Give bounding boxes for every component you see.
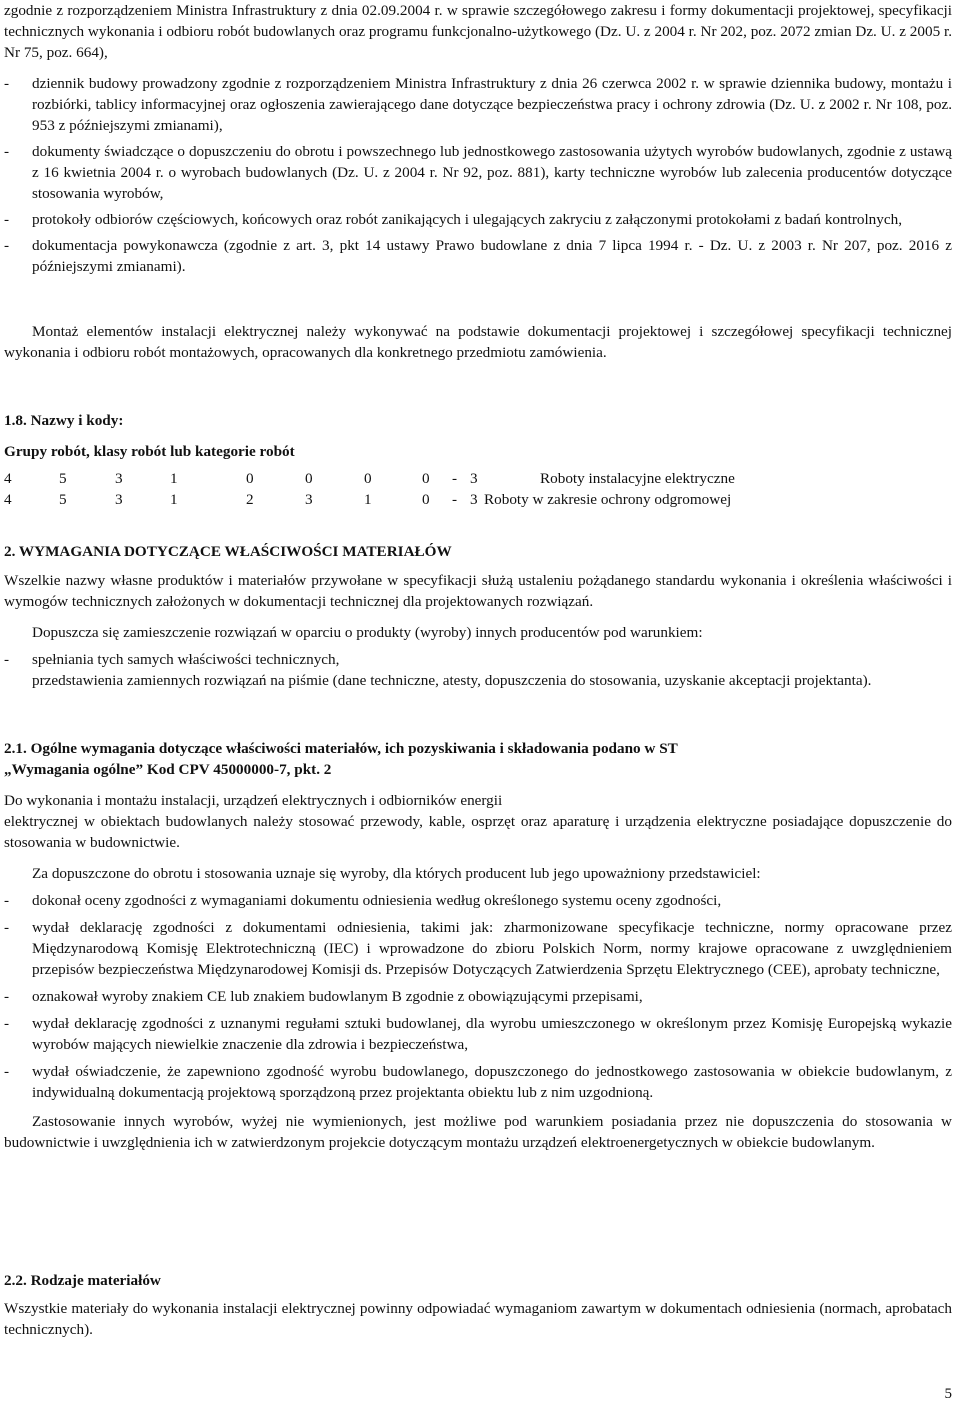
code-digit: 0 bbox=[246, 470, 254, 487]
section-2-1 bbox=[4, 738, 952, 1153]
code-digit: 1 bbox=[170, 491, 178, 508]
section-heading: 2.1. Ogólne wymagania dotyczące właściwości materiałów, ich pozyskiwania i składowania podano w ST bbox=[4, 740, 678, 757]
code-digit: 0 bbox=[305, 470, 313, 487]
list-item bbox=[4, 1013, 952, 1055]
list-item bbox=[4, 917, 952, 980]
page-number: 5 bbox=[944, 1386, 952, 1402]
code-digit: 3 bbox=[305, 491, 313, 508]
code-digit: 0 bbox=[422, 491, 430, 508]
section-paragraph: Dopuszcza się zamieszczenie rozwiązań w oparciu o produkty (wyroby) innych producentów pod warunkiem: bbox=[32, 624, 703, 641]
list-item-text: wydał deklarację zgodności z dokumentami odniesienia, takimi jak: zharmonizowane specyfikacje techniczne, normy opracowane przez Międzynarodową Komisję Elektrotechniczną (IEC) i wprowadzone do zbioru Polskich Norm, normy krajowe opracowane z uwzględnieniem przepisów bezpieczeństwa Międzynarodowej Komisji ds. Przepisów Dotyczących Zatwierdzenia Sprzętu Elektrycznego (CEE), aprobaty techniczne, bbox=[32, 919, 952, 978]
list-item-content bbox=[32, 649, 952, 691]
section-1-8 bbox=[4, 410, 952, 510]
section-subheading: Grupy robót, klasy robót lub kategorie robót bbox=[4, 443, 295, 460]
code-digit: 3 bbox=[115, 470, 123, 487]
section-paragraph: Do wykonania i montażu instalacji, urządzeń elektrycznych i odbiorników energii bbox=[4, 792, 503, 809]
code-row bbox=[4, 468, 952, 489]
list-dash: - bbox=[4, 143, 10, 160]
list-item-text: przedstawienia zamiennych rozwiązań na piśmie (dane techniczne, atesty, dopuszczenia do stosowania, uzyskanie akceptacji projektanta). bbox=[32, 672, 872, 689]
list-dash: - bbox=[4, 892, 10, 909]
list-item bbox=[4, 73, 952, 136]
section-paragraph: Wszelkie nazwy własne produktów i materiałów przywołane w specyfikacji służą ustaleniu pożądanego standardu wykonania i określenia właściwości i wymogów technicznych założonych w dokumentacji technicznej dla projektowanych rozwiązań. bbox=[4, 572, 952, 610]
section-2 bbox=[4, 541, 952, 691]
list-item-text: protokoły odbiorów częściowych, końcowych oraz robót zanikających i ulegających zakryciu z załączonymi protokołami z badań kontrolnych, bbox=[32, 211, 903, 228]
list-dash: - bbox=[4, 1063, 10, 1080]
list-item-text: dokumentacja powykonawcza (zgodnie z art. 3, pkt 14 ustawy Prawo budowlane z dnia 7 lipca 1994 r. - Dz. U. z 2003 r. Nr 207, poz. 2016 z późniejszymi zmianami). bbox=[32, 237, 952, 275]
montaz-paragraph bbox=[4, 321, 952, 363]
code-row bbox=[4, 489, 952, 510]
code-digit: 1 bbox=[170, 470, 178, 487]
code-digit: 0 bbox=[422, 470, 430, 487]
intro-text: zgodnie z rozporządzeniem Ministra Infrastruktury z dnia 02.09.2004 r. w sprawie szczegółowego zakresu i formy dokumentacji projektowej, specyfikacji technicznych wykonania i odbioru robót budowlanych oraz programu funkcjonalno-użytkowego (Dz. U. z 2004 r. Nr 202, poz. 2072 zmian Dz. U. z 2005 r. Nr 75, poz. 664), bbox=[4, 2, 952, 61]
list-item-text: dokonał oceny zgodności z wymaganiami dokumentu odniesienia według określonego systemu oceny zgodności, bbox=[32, 892, 722, 909]
documents-list bbox=[4, 73, 952, 277]
section-heading: 2.2. Rodzaje materiałów bbox=[4, 1272, 161, 1289]
list-dash: - bbox=[4, 237, 10, 254]
section-2-2 bbox=[4, 1270, 952, 1340]
list-item-text: oznakował wyroby znakiem CE lub znakiem budowlanym B zgodnie z obowiązującymi przepisami, bbox=[32, 988, 643, 1005]
list-dash: - bbox=[4, 1015, 10, 1032]
list-item-text: spełniania tych samych właściwości technicznych, bbox=[32, 651, 340, 668]
list-item-text: dokumenty świadczące o dopuszczeniu do obrotu i powszechnego lub jednostkowego zastosowania użytych wyrobów budowlanych, zgodnie z ustawą z 16 kwietnia 2004 r. o wyrobach budowlanych (Dz. U. z 2004 r. Nr 92, poz. 881), karty techniczne wyrobów lub zalecenia producentów dotyczące stosowania wyrobów, bbox=[32, 143, 952, 202]
code-digit: 3 bbox=[470, 491, 478, 508]
code-digit: 5 bbox=[59, 470, 67, 487]
code-digit: - bbox=[452, 491, 458, 508]
list-item-text: wydał oświadczenie, że zapewniono zgodność wyrobu budowlanego, dopuszczonego do jednostkowego zastosowania w obiekcie budowlanym, z indywidualną dokumentacją projektową sporządzoną przez projektanta obiektu lub z nim uzgodnioną. bbox=[32, 1063, 952, 1101]
list-dash: - bbox=[4, 75, 10, 92]
section-paragraph: Zastosowanie innych wyrobów, wyżej nie wymienionych, jest możliwe pod warunkiem posiadania przez nie dopuszczenia do stosowania w budownictwie i uwzględnienia ich w zatwierdzonym projekcie dotyczącym montażu urządzeń elektroenergetycznych w obiekcie budowlanym. bbox=[4, 1113, 952, 1151]
section-heading: 2. WYMAGANIA DOTYCZĄCE WŁAŚCIWOŚCI MATERIAŁÓW bbox=[4, 543, 452, 560]
code-digit: 4 bbox=[4, 470, 12, 487]
code-label: Roboty instalacyjne elektryczne bbox=[540, 470, 735, 487]
list-item bbox=[4, 649, 952, 691]
montaz-text: Montaż elementów instalacji elektrycznej należy wykonywać na podstawie dokumentacji projektowej i szczegółowej specyfikacji technicznej wykonania i odbioru robót montażowych, opracowanych dla konkretnego przedmiotu zamówienia. bbox=[4, 323, 952, 361]
section-heading-cont: „Wymagania ogólne” Kod CPV 45000000-7, pkt. 2 bbox=[4, 761, 332, 778]
section-heading: 1.8. Nazwy i kody: bbox=[4, 412, 124, 429]
code-digit: 5 bbox=[59, 491, 67, 508]
list-dash: - bbox=[4, 988, 10, 1005]
code-digit: 1 bbox=[364, 491, 372, 508]
list-dash: - bbox=[4, 651, 10, 668]
list-item bbox=[4, 235, 952, 277]
section-paragraph: elektrycznej w obiektach budowlanych należy stosować przewody, kable, osprzęt oraz aparaturę i urządzenia elektryczne posiadające dopuszczenie do stosowania w budownictwie. bbox=[4, 813, 952, 851]
code-label: Roboty w zakresie ochrony odgromowej bbox=[484, 491, 732, 508]
section-paragraph: Wszystkie materiały do wykonania instalacji elektrycznej powinny odpowiadać wymaganiom zawartym w dokumentach odniesienia (normach, aprobatach technicznych). bbox=[4, 1300, 952, 1338]
list-item-text: wydał deklarację zgodności z uznanymi regułami sztuki budowlanej, dla wyrobu umieszczonego w określonym przez Komisję Europejską wykazie wyrobów mających niewielkie znaczenie dla zdrowia i bezpieczeństwa, bbox=[32, 1015, 952, 1053]
code-digit: 4 bbox=[4, 491, 12, 508]
code-digit: 3 bbox=[470, 470, 478, 487]
code-digit: 2 bbox=[246, 491, 254, 508]
code-digit: 3 bbox=[115, 491, 123, 508]
list-item bbox=[4, 986, 952, 1007]
list-dash: - bbox=[4, 919, 10, 936]
code-digit: - bbox=[452, 470, 458, 487]
list-item bbox=[4, 1061, 952, 1103]
list-item-text: dziennik budowy prowadzony zgodnie z rozporządzeniem Ministra Infrastruktury z dnia 26 czerwca 2002 r. w sprawie dziennika budowy, montażu i rozbiórki, tablicy informacyjnej oraz ogłoszenia zawierającego dane dotyczące bezpieczeństwa pracy i ochrony zdrowia (Dz. U. z 2002 r. Nr 108, poz. 953 z późniejszymi zmianami), bbox=[32, 75, 952, 134]
list-item bbox=[4, 209, 952, 230]
list-item bbox=[4, 890, 952, 911]
list-dash: - bbox=[4, 211, 10, 228]
section-paragraph: Za dopuszczone do obrotu i stosowania uznaje się wyroby, dla których producent lub jego upoważniony przedstawiciel: bbox=[32, 865, 761, 882]
list-item bbox=[4, 141, 952, 204]
intro-paragraph bbox=[4, 0, 952, 63]
code-digit: 0 bbox=[364, 470, 372, 487]
